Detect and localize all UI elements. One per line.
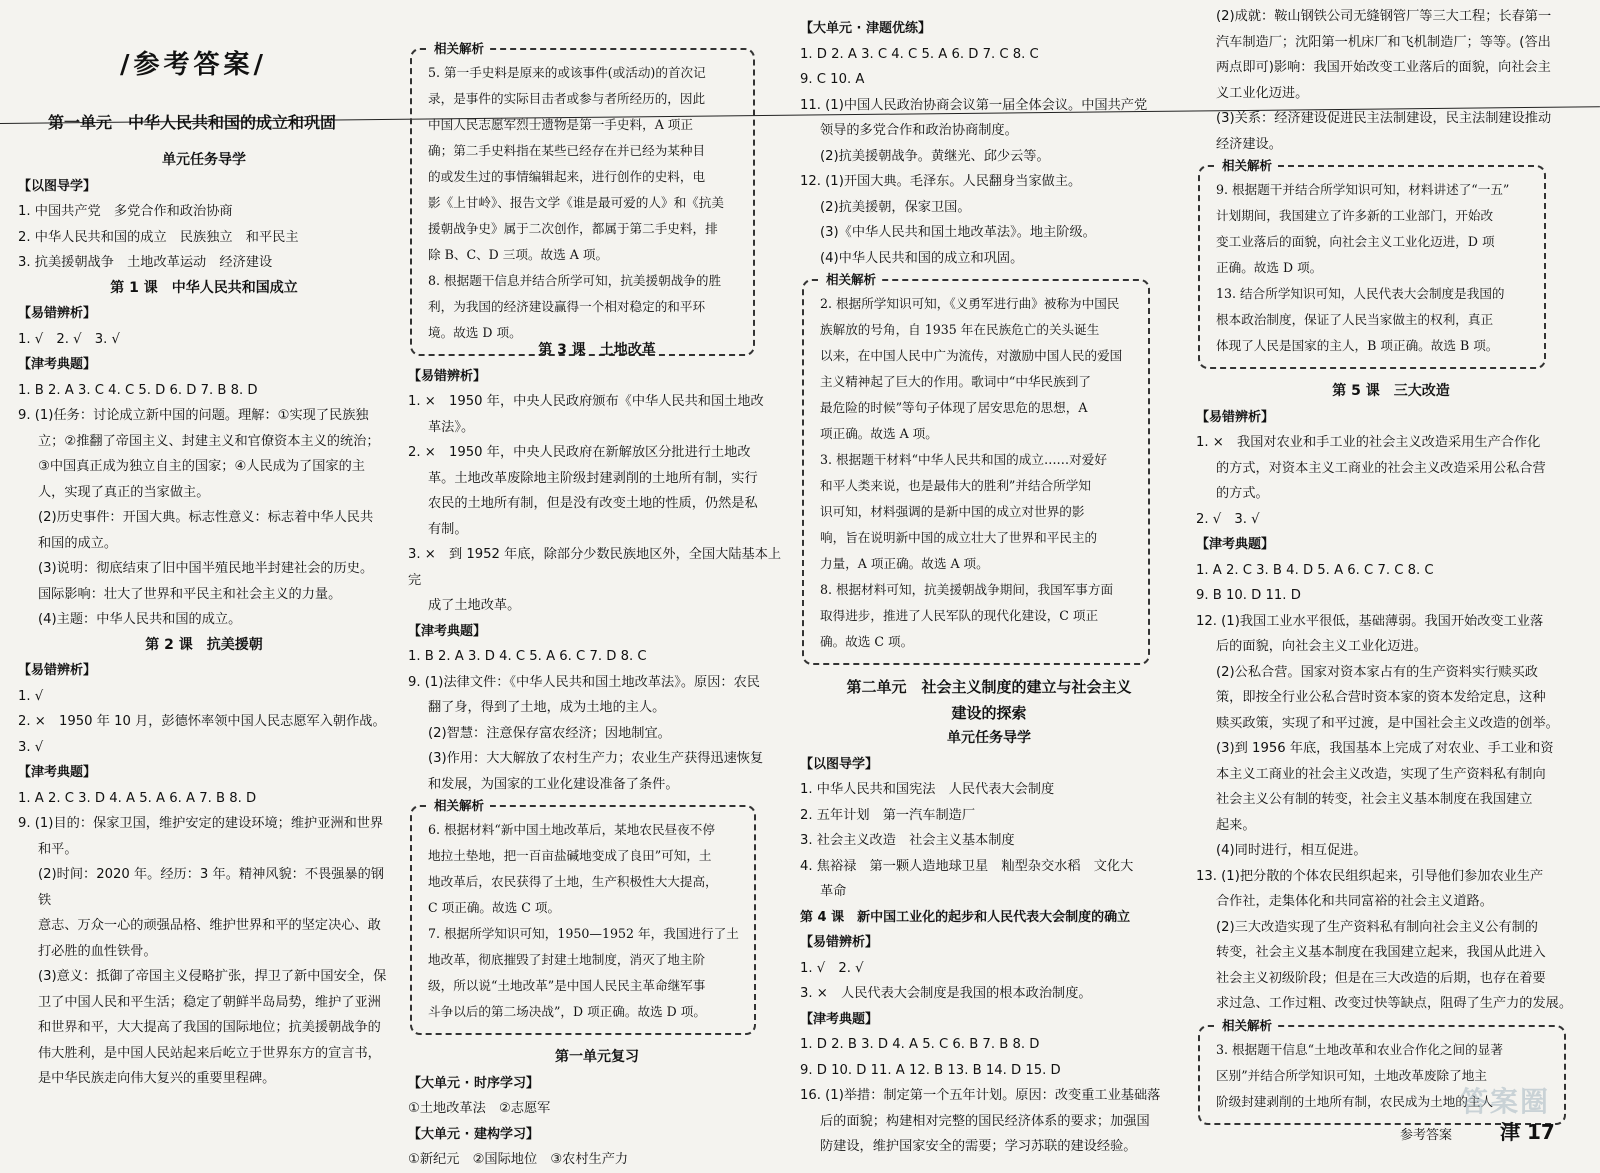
text-line: ①土地改革法 ②志愿军 [408, 1101, 551, 1116]
text-line: (2)智慧：注意保存富农经济；因地制宜。 [428, 725, 671, 741]
text-line: 正确。故选 D 项。 [1216, 260, 1323, 275]
text-line: 本主义工商业的社会主义改造，实现了生产资料私有制向 [1216, 766, 1546, 782]
text-line: 3. × 人民代表大会制度是我国的根本政治制度。 [800, 986, 1092, 1001]
text-line: 取得进步，推进了人民军队的现代化建设，C 项正 [820, 608, 1099, 623]
text-line: 后的面貌，向社会主义工业化迈进。 [1216, 639, 1427, 654]
text-line: 求过急、工作过粗、改变过快等缺点，阻碍了生产力的发展。 [1216, 996, 1573, 1011]
text-line: 人，实现了真正的当家做主。 [38, 484, 210, 500]
text-line: 9. C 10. A [800, 72, 865, 87]
section-heading: 【以图导学】 [800, 756, 879, 772]
text-line: 成了土地改革。 [428, 598, 521, 613]
text-line: (3)关系：经济建设促进民主法制建设，民主法制建设推动 [1216, 111, 1552, 126]
analysis-box-tag: 相关解析 [820, 270, 882, 290]
text-line: 中国人民志愿军烈士遗物是第一手史料，A 项正 [428, 117, 693, 132]
text-line: 和平。 [38, 841, 78, 857]
text-line: 1. 中华人民共和国宪法 人民代表大会制度 [800, 782, 1055, 797]
text-line: 1. D 2. A 3. C 4. C 5. A 6. D 7. C 8. C [800, 46, 1039, 62]
text-line: 社会主义初级阶段；但是在三大改造的后期，也存在着要 [1216, 970, 1546, 986]
analysis-box [410, 41, 755, 356]
text-line: 3. 社会主义改造 社会主义基本制度 [800, 833, 1015, 848]
text-line: 1. D 2. B 3. D 4. A 5. C 6. B 7. B 8. D [800, 1037, 1040, 1052]
text-line: 后的面貌；构建相对完整的国民经济体系的要求；加强国 [820, 1113, 1150, 1129]
text-line: 16. (1)举措：制定第一个五年计划。原因：改变重工业基础落 [800, 1088, 1161, 1103]
page-number: 津 17 [1500, 1120, 1555, 1144]
unit2-title: 第二单元 社会主义制度的建立与社会主义 [846, 678, 1132, 696]
text-line: 革。土地改革废除地主阶级封建剥削的土地所有制，实行 [428, 470, 758, 486]
text-line: 1. √ 2. √ 3. √ [18, 331, 120, 347]
text-line: 革法》。 [428, 419, 475, 435]
text-line: 意志、万众一心的顽强品格、维护世界和平的坚定决心、敢 [38, 918, 381, 933]
text-line: 经济建设。 [1216, 136, 1282, 152]
text-line: 13. (1)把分散的个体农民组织起来，引导他们参加农业生产 [1196, 868, 1544, 884]
section-heading: 【易错辨析】 [408, 368, 487, 384]
text-line: 地改革后，农民获得了土地，生产积极性大大提高， [428, 874, 718, 889]
text-line: 1. A 2. C 3. B 4. D 5. A 6. C 7. C 8. C [1196, 562, 1434, 578]
text-line: 起来。 [1216, 817, 1256, 833]
section-heading: 【津考典题】 [18, 765, 97, 780]
text-line: 境。故选 D 项。 [428, 325, 522, 340]
text-line: ③中国真正成为独立自主的国家；④人民成为了国家的主 [38, 459, 365, 474]
text-line: C 项正确。故选 C 项。 [428, 900, 561, 915]
text-line: 1. × 1950 年，中央人民政府颁布《中华人民共和国土地改 [408, 394, 764, 409]
text-line: 2. 五年计划 第一汽车制造厂 [800, 807, 976, 823]
page-title: /参考答案/ [120, 50, 267, 80]
text-line: 1. A 2. C 3. D 4. A 5. A 6. A 7. B 8. D [18, 790, 257, 806]
section-heading: 【津考典题】 [800, 1011, 879, 1027]
text-line: 和世界和平，大大提高了我国的国际地位；抗美援朝战争的 [38, 1020, 381, 1035]
text-line: 斗争以后的第二场决战”，D 项正确。故选 D 项。 [428, 1004, 706, 1019]
text-line: (2)抗美援朝，保家卫国。 [820, 199, 971, 215]
text-line: 利，为我国的经济建设赢得一个相对稳定的和平环 [428, 299, 706, 314]
analysis-box-tag: 相关解析 [428, 796, 490, 816]
text-line: 6. 根据材料“新中国土地改革后，某地农民昼夜不停 [428, 822, 715, 837]
text-line: 赎买政策，实现了和平过渡，是中国社会主义改造的创举。 [1216, 715, 1559, 731]
text-line: 卫了中国人民和平生活；稳定了朝鲜半岛局势，维护了亚洲 [38, 994, 381, 1010]
text-line: 录，是事件的实际目击者或参与者所经历的，因此 [428, 91, 706, 106]
analysis-box-tag: 相关解析 [1216, 156, 1278, 176]
text-line: 区别”并结合所学知识可知，土地改革废除了地主 [1216, 1067, 1487, 1083]
text-line: 1. √ 2. √ [800, 960, 864, 976]
text-line: 响，旨在说明新中国的成立壮大了世界和平民主的 [820, 530, 1098, 545]
section-heading: 【大单元 · 津题优练】 [800, 21, 931, 36]
text-line: 汽车制造厂；沈阳第一机床厂和飞机制造厂；等等。(答出 [1216, 34, 1551, 50]
text-line: 地改革，彻底摧毁了封建土地制度，消灭了地主阶 [428, 952, 706, 967]
text-line: 是中华民族走向伟大复兴的重要里程碑。 [38, 1071, 276, 1086]
text-line: 1. 中国共产党 多党合作和政治协商 [18, 204, 233, 219]
text-line: 12. (1)开国大典。毛泽东。人民翻身当家做主。 [800, 174, 1082, 189]
text-line: 和发展，为国家的工业化建设准备了条件。 [428, 776, 679, 792]
section-heading: 【大单元 · 建构学习】 [408, 1126, 539, 1142]
text-line: 转变，社会主义基本制度在我国建立起来，我国从此进入 [1216, 945, 1546, 960]
text-line: 8. 根据题干信息并结合所学可知，抗美援朝战争的胜 [428, 273, 722, 288]
lesson-title: 第 5 课 三大改造 [1332, 383, 1450, 399]
section-heading: 【津考典题】 [408, 623, 487, 639]
text-line: 1. B 2. A 3. D 4. C 5. A 6. C 7. D 8. C [408, 649, 647, 664]
text-line: 1. B 2. A 3. C 4. C 5. D 6. D 7. B 8. D [18, 382, 258, 398]
lesson-title: 第 1 课 中华人民共和国成立 [110, 279, 298, 296]
unit1-title: 第一单元 中华人民共和国的成立和巩固 [48, 113, 337, 132]
text-line: 2. × 1950 年 10 月，彭德怀率领中国人民志愿军入朝作战。 [18, 714, 386, 729]
text-line: 1. × 我国对农业和手工业的社会主义改造采用生产合作化 [1196, 435, 1541, 450]
text-line: 地拉土垫地，把一百亩盐碱地变成了良田”可知，土 [428, 848, 712, 863]
lesson-title: 第 3 课 土地改革 [538, 342, 656, 358]
analysis-box-tag: 相关解析 [428, 39, 490, 59]
analysis-box [802, 272, 1150, 665]
text-line: 计划期间，我国建立了许多新的工业部门，开始改 [1216, 208, 1494, 223]
text-line: (2)成就：鞍山钢铁公司无缝钢管厂等三大工程；长春第一 [1216, 9, 1552, 24]
text-line: ①新纪元 ②国际地位 ③农村生产力 [408, 1152, 629, 1167]
text-line: (3)说明：彻底结束了旧中国半殖民地半封建社会的历史。 [38, 561, 374, 576]
section-heading: 【大单元 · 时序学习】 [408, 1075, 539, 1091]
text-line: 9. (1)法律文件：《中华人民共和国土地改革法》。原因：农民 [408, 674, 760, 690]
text-line: 翻了身，得到了土地，成为土地的主人。 [428, 700, 666, 715]
text-line: 3. × 到 1952 年底，除部分少数民族地区外，全国大陆基本上完 [408, 547, 782, 588]
text-line: 体现了人民是国家的主人，B 项正确。故选 B 项。 [1216, 338, 1499, 353]
analysis-box-tag: 相关解析 [1216, 1016, 1278, 1036]
text-line: 2. 根据所学知识可知，《义勇军进行曲》被称为中国民 [820, 296, 1120, 311]
text-line: 最危险的时候”等句子体现了居安思危的思想，A [820, 400, 1088, 415]
lesson-title: 第 4 课 新中国工业化的起步和人民代表大会制度的确立 [800, 909, 1131, 925]
text-line: 9. (1)任务：讨论成立新中国的问题。理解：①实现了民族独 [18, 408, 369, 423]
text-line: 阶级封建剥削的土地所有制，农民成为土地的主人 [1216, 1093, 1494, 1109]
text-line: (2)历史事件：开国大典。标志性意义：标志着中华人民共 [38, 510, 374, 525]
unit2-title-cont: 建设的探索 [951, 703, 1027, 722]
text-line: (4)主题：中华人民共和国的成立。 [38, 612, 242, 627]
text-line: 7. 根据所学知识可知，1950—1952 年，我国进行了土 [428, 926, 739, 941]
text-line: 和国的成立。 [38, 535, 118, 551]
text-line: 9. (1)目的：保家卫国，维护安定的建设环境；维护亚洲和世界 [18, 816, 384, 831]
text-line: 国际影响：壮大了世界和平民主和社会主义的力量。 [38, 586, 342, 602]
text-line: 除 B、C、D 三项。故选 A 项。 [428, 247, 609, 262]
guide-title: 单元任务导学 [947, 730, 1031, 746]
text-line: 力量，A 项正确。故选 A 项。 [820, 556, 989, 571]
text-line: (4)同时进行，相互促进。 [1216, 843, 1367, 858]
text-line: 立；②推翻了帝国主义、封建主义和官僚资本主义的统治； [38, 433, 380, 449]
text-line: 农民的土地所有制，但是没有改变土地的性质，仍然是私 [428, 496, 758, 511]
text-line: (2)时间：2020 年。经历：3 年。精神风貌：不畏强暴的钢铁 [38, 867, 384, 908]
text-line: 确。故选 C 项。 [820, 634, 914, 649]
text-line: 3. 根据题干材料“中华人民共和国的成立……对爱好 [820, 452, 1107, 467]
text-line: 根本政治制度，保证了人民当家做主的权利，真正 [1216, 312, 1494, 327]
text-line: 3. √ [18, 739, 44, 755]
text-line: 8. 根据材料可知，抗美援朝战争期间，我国军事方面 [820, 582, 1114, 597]
text-line: 援朝战争史》属于二次创作，都属于第二手史料，排 [428, 221, 718, 236]
text-line: 项正确。故选 A 项。 [820, 426, 938, 441]
text-line: (2)公私合营。国家对资本家占有的生产资料实行赎买政 [1216, 664, 1538, 680]
text-line: 3. 抗美援朝战争 土地改革运动 经济建设 [18, 255, 273, 270]
text-line: (3)《中华人民共和国土地改革法》。地主阶级。 [820, 225, 1096, 240]
text-line: (2)三大改造实现了生产资料私有制向社会主义公有制的 [1216, 919, 1538, 935]
text-line: 伟大胜利，是中国人民站起来后屹立于世界东方的宣言书， [38, 1045, 381, 1061]
text-line: 确；第二手史料指在某些已经存在并已经为某种目 [428, 143, 706, 158]
footer-label: 参考答案 [1400, 1128, 1453, 1143]
text-line: (3)作用：大大解放了农村生产力；农业生产获得迅速恢复 [428, 751, 764, 766]
section-heading: 【易错辨析】 [1196, 409, 1275, 425]
text-line: 领导的多党合作和政治协商制度。 [820, 123, 1018, 138]
section-heading: 【津考典题】 [18, 357, 97, 372]
text-line: 主义精神起了巨大的作用。歌词中“中华民族到了 [820, 374, 1091, 389]
text-line: 和平人类来说，也是最伟大的胜利”并结合所学知 [820, 478, 1091, 493]
section-heading: 【易错辨析】 [18, 663, 97, 678]
text-line: 族解放的号角，自 1935 年在民族危亡的关头诞生 [820, 322, 1100, 337]
text-line: 识可知，材料强调的是新中国的成立对世界的影 [820, 504, 1085, 519]
text-line: 的或发生过的事情编辑起来，进行创作的史料，电 [428, 169, 706, 184]
text-line: 防建设，维护国家安全的需要；学习苏联的建设经验。 [820, 1139, 1137, 1154]
text-line: (2)抗美援朝战争。黄继光、邱少云等。 [820, 148, 1050, 164]
text-line: 2. 中华人民共和国的成立 民族独立 和平民主 [18, 229, 299, 245]
lesson-title: 第 2 课 抗美援朝 [145, 636, 263, 653]
text-line: 有制。 [428, 521, 468, 537]
text-line: 9. D 10. D 11. A 12. B 13. B 14. D 15. D [800, 1062, 1061, 1078]
text-line: 影《上甘岭》、报告文学《谁是最可爱的人》和《抗美 [428, 195, 724, 210]
section-heading: 【以图导学】 [18, 178, 97, 194]
text-line: 2. × 1950 年，中央人民政府在新解放区分批进行土地改 [408, 445, 751, 460]
section-heading: 【易错辨析】 [800, 935, 879, 950]
analysis-box [1198, 158, 1546, 369]
text-line: 打必胜的血性铁骨。 [38, 943, 157, 959]
text-line: 9. B 10. D 11. D [1196, 588, 1301, 603]
text-line: 义工业化迈进。 [1216, 85, 1309, 101]
text-line: 5. 第一手史料是原来的或该事件(或活动)的首次记 [428, 65, 706, 80]
text-line: (3)到 1956 年底，我国基本上完成了对农业、手工业和资 [1216, 741, 1554, 756]
text-line: 社会主义公有制的转变，社会主义基本制度在我国建立 [1216, 792, 1533, 807]
text-line: 3. 根据题干信息“土地改革和农业合作化之间的显著 [1216, 1041, 1503, 1057]
text-line: 9. 根据题干并结合所学知识可知，材料讲述了“一五” [1216, 182, 1510, 197]
guide-title: 单元任务导学 [162, 152, 246, 168]
text-line: 4. 焦裕禄 第一颗人造地球卫星 籼型杂交水稻 文化大 [800, 858, 1134, 874]
text-line: 策，即按全行业公私合营时资本家的资本发给定息，这种 [1216, 690, 1546, 705]
text-line: 的方式。 [1216, 486, 1269, 501]
watermark: 答案圈 [1460, 1085, 1551, 1118]
text-line: 2. √ 3. √ [1196, 511, 1260, 527]
text-line: 12. (1)我国工业水平很低，基础薄弱。我国开始改变工业落 [1196, 613, 1544, 629]
text-line: (3)意义：抵御了帝国主义侵略扩张，捍卫了新中国安全，保 [38, 969, 387, 984]
text-line: (4)中华人民共和国的成立和巩固。 [820, 250, 1024, 266]
text-line: 以来，在中国人民中广为流传，对激励中国人民的爱国 [820, 348, 1123, 363]
text-line: 合作社，走集体化和共同富裕的社会主义道路。 [1216, 894, 1493, 909]
text-line: 的方式，对资本主义工商业的社会主义改造采用公私合营 [1216, 460, 1546, 476]
text-line: 1. √ [18, 688, 44, 704]
review-title: 第一单元复习 [555, 1049, 639, 1065]
section-heading: 【津考典题】 [1196, 537, 1275, 552]
analysis-box [410, 798, 756, 1035]
text-line: 13. 结合所学知识可知，人民代表大会制度是我国的 [1216, 286, 1505, 301]
text-line: 变工业落后的面貌，向社会主义工业化迈进，D 项 [1216, 234, 1495, 249]
text-line: 级，所以说“土地改革”是中国人民民主革命继军事 [428, 978, 706, 993]
text-line: 两点即可)影响：我国开始改变工业落后的面貌，向社会主 [1216, 60, 1551, 75]
text-line: 11. (1)中国人民政治协商会议第一届全体会议。中国共产党 [800, 97, 1148, 113]
text-line: 革命 [820, 884, 847, 899]
section-heading: 【易错辨析】 [18, 306, 97, 321]
